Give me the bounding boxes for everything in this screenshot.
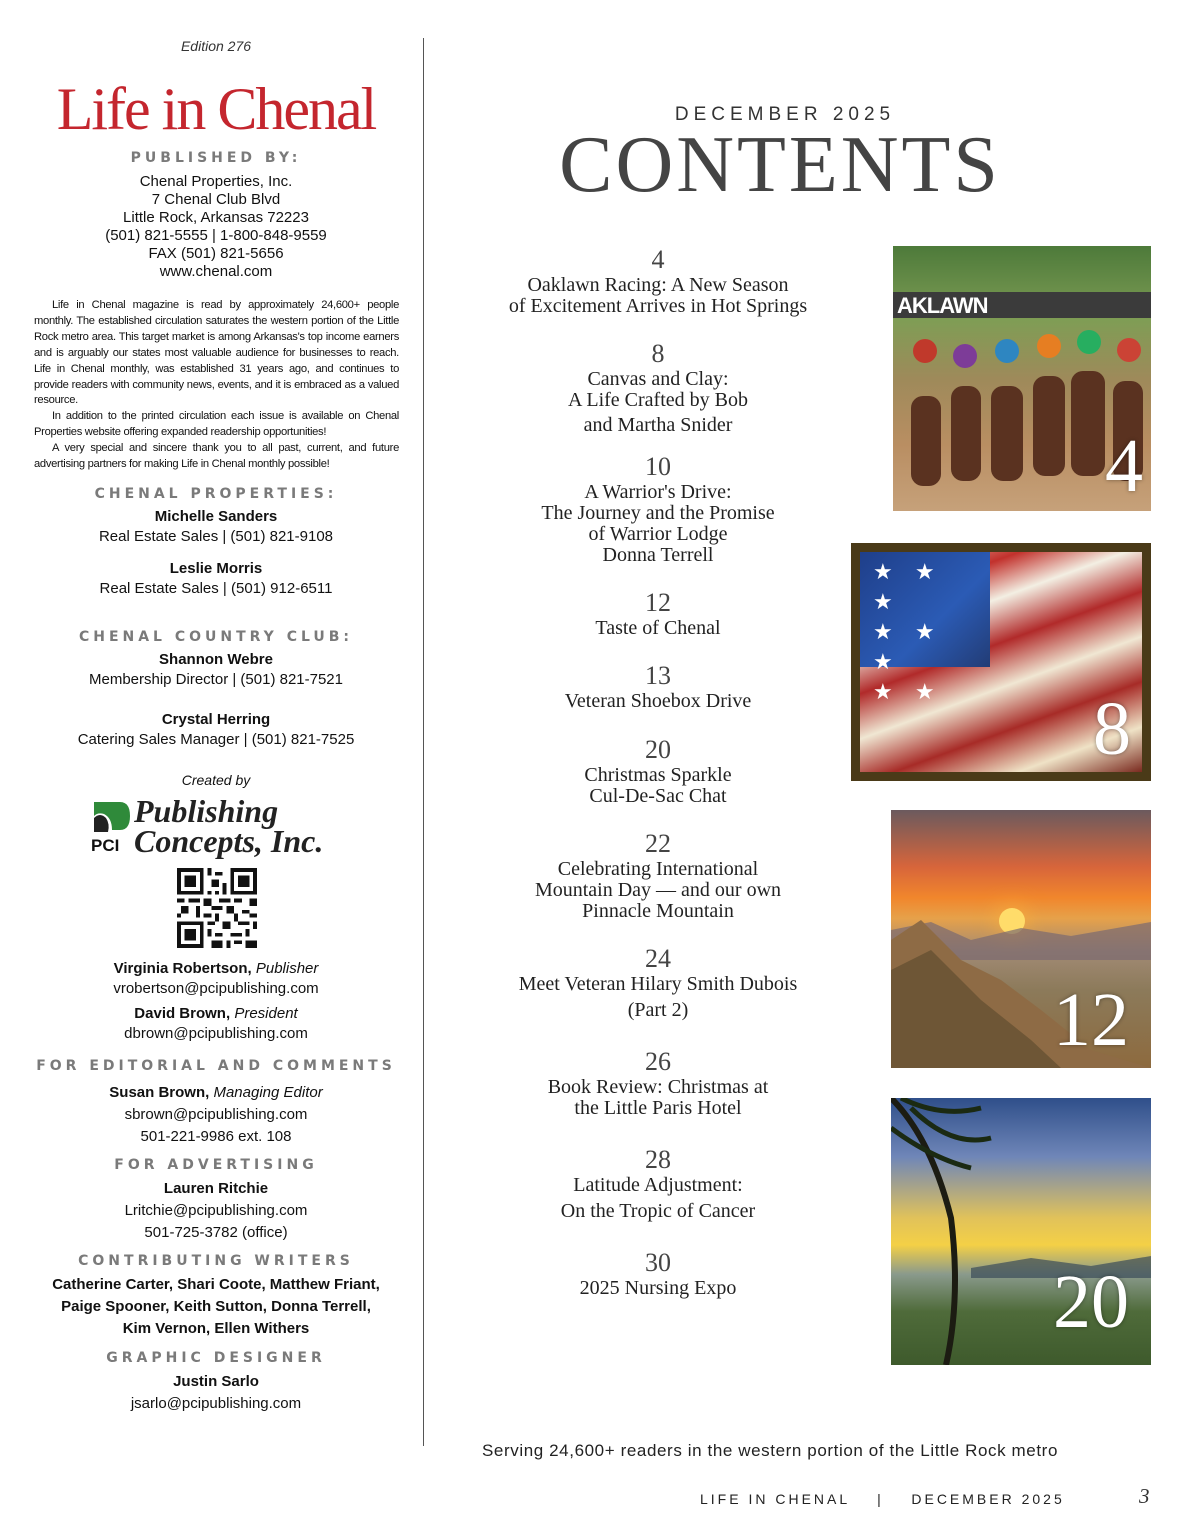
editorial-heading: FOR EDITORIAL AND COMMENTS [36,1058,396,1074]
contact-name: Shannon Webre [159,651,273,668]
oaklawn-sign-text: AKLAWN [897,293,988,318]
publisher-line: (501) 821-5555 | 1-800-848-9559 [105,227,327,244]
country-club-heading: CHENAL COUNTRY CLUB: [78,629,354,645]
publisher-line: 7 Chenal Club Blvd [151,191,281,208]
contact-title: Managing Editor [213,1084,323,1101]
contact-email[interactable]: jsarlo@pcipublishing.com [130,1395,302,1412]
photo-oaklawn-racing[interactable] [893,246,1151,511]
running-footer: LIFE IN CHENAL | DECEMBER 2025 [700,1491,1065,1507]
contact-role: Real Estate Sales | (501) 821-9108 [98,528,334,545]
publisher-contact [30,960,402,998]
photo-page-number: 12 [1053,978,1129,1062]
created-by-label: Created by [181,772,251,788]
pci-wordmark [134,793,324,859]
toc-page: 26 [645,1047,671,1076]
toc-page: 10 [645,452,671,481]
toc-title: Veteran Shoebox Drive [564,690,752,712]
toc-page: 12 [645,588,671,617]
toc-title: Cul-De-Sac Chat [589,785,727,807]
contact-name: Crystal Herring [161,711,271,728]
contact-name: Virginia Robertson, [113,960,252,977]
about-paragraph: A very special and sincere thank you to all past, current, and future advertising partners for making Life in Chenal monthly possible! [34,442,399,471]
toc-title: On the Tropic of Cancer [560,1200,756,1222]
toc-title: Pinnacle Mountain [582,900,734,922]
toc-entry[interactable] [490,735,826,807]
toc-title: A Life Crafted by Bob [568,389,748,411]
about-paragraph: Life in Chenal magazine is read by approximately 24,600+ people monthly. The established circulation saturates the western portion of the Little Rock metro area. This target market is among Arkansas's top income earners and is arguably our states most valuable audience for businesses to reach. Life in Chenal monthly, was established 31 years ago, and continues to provide readers with community news, events, and it is embraced as a valued resource. [34,299,399,407]
contact-name: Leslie Morris [169,560,263,577]
toc-entry[interactable] [490,944,826,1021]
photo-flag-painting[interactable] [851,543,1151,781]
pci-line: Concepts, Inc. [134,823,324,859]
contents-title: CONTENTS [559,121,1001,209]
published-by-heading: PUBLISHED BY: [130,150,302,166]
president-contact [30,1005,402,1043]
pci-mark: PCI [91,836,120,855]
toc-title: Oaklawn Racing: A New Season [527,274,789,296]
edition-number: Edition 276 [180,38,252,54]
chenal-properties-heading: CHENAL PROPERTIES: [94,486,338,502]
publisher-address [30,173,402,281]
masthead-column [30,0,402,1430]
pci-line: Publishing [134,793,279,829]
toc-title: A Warrior's Drive: [584,481,732,503]
writers-line: Kim Vernon, Ellen Withers [122,1320,310,1337]
toc-title: Latitude Adjustment: [573,1174,743,1196]
life-in-chenal-logo: Life in Chenal [56,76,376,142]
toc-page: 22 [645,829,671,858]
contact-crystal-herring [30,711,402,749]
designer-contact [30,1371,402,1415]
publishing-concepts-logo [90,793,350,862]
star-icons: ★ ★ ★ ★ ★ ★ ★ ★ [873,559,943,704]
toc-entry[interactable] [490,588,826,639]
advertising-heading: FOR ADVERTISING [114,1157,318,1173]
toc-title: Christmas Sparkle [584,764,732,786]
toc-title: (Part 2) [627,999,689,1021]
toc-page: 28 [645,1145,671,1174]
toc-title: the Little Paris Hotel [574,1097,742,1119]
contact-shannon-webre [30,651,402,689]
publisher-line: Little Rock, Arkansas 72223 [123,209,309,226]
toc-title: Meet Veteran Hilary Smith Dubois [518,973,798,995]
editor-contact [30,1082,402,1148]
toc-entry[interactable] [490,452,826,566]
contact-email[interactable]: dbrown@pcipublishing.com [124,1025,308,1042]
toc-title: of Warrior Lodge [588,523,728,545]
toc-title: 2025 Nursing Expo [579,1277,737,1299]
toc-title: Mountain Day — and our own [534,879,782,901]
contact-name: David Brown, [134,1005,231,1022]
toc-entry[interactable] [490,661,826,712]
contact-name: Michelle Sanders [154,508,278,525]
toc-page: 24 [645,944,671,973]
issue-month: DECEMBER 2025 [674,104,896,125]
qr-code[interactable] [177,868,257,948]
toc-entry[interactable] [490,1145,826,1222]
about-paragraph: In addition to the printed circulation each issue is available on Chenal Properties website offering expanded readership opportunities! [34,410,399,439]
contact-michelle-sanders [30,508,402,546]
designer-heading: GRAPHIC DESIGNER [106,1350,326,1366]
writers-heading: CONTRIBUTING WRITERS [78,1253,354,1269]
toc-entry[interactable] [490,1248,826,1299]
writers-line: Catherine Carter, Shari Coote, Matthew Friant, [52,1276,380,1293]
column-divider [423,38,424,1446]
toc-title: Taste of Chenal [595,617,721,639]
photo-page-number: 20 [1053,1260,1129,1344]
toc-entry[interactable] [490,245,826,317]
toc-entry[interactable] [490,1047,826,1119]
contact-name: Lauren Ritchie [163,1180,269,1197]
photo-page-number: 8 [1093,687,1131,771]
contact-email[interactable]: vrobertson@pcipublishing.com [113,980,319,997]
toc-page: 30 [645,1248,671,1277]
toc-title: of Excitement Arrives in Hot Springs [508,295,808,317]
contact-email[interactable]: sbrown@pcipublishing.com [124,1106,308,1123]
toc-title: Donna Terrell [602,544,714,566]
contact-phone: 501-221-9986 ext. 108 [140,1128,292,1145]
toc-title: Book Review: Christmas at [547,1076,769,1098]
contact-role: Membership Director | (501) 821-7521 [88,671,343,688]
contact-title: President [234,1005,298,1022]
photo-cul-de-sac-sunset[interactable] [891,1098,1151,1365]
toc-title: and Martha Snider [583,414,733,436]
contact-role: Real Estate Sales | (501) 912-6511 [99,580,333,597]
publisher-line: Chenal Properties, Inc. [139,173,293,190]
about-magazine [34,298,399,473]
toc-page: 13 [645,661,671,690]
toc-page: 4 [651,245,665,274]
contact-title: Publisher [255,960,319,977]
contact-role: Catering Sales Manager | (501) 821-7525 [77,731,355,748]
toc-title: The Journey and the Promise [541,502,775,524]
contact-name: Susan Brown, [109,1084,210,1101]
contact-phone: 501-725-3782 (office) [144,1224,288,1241]
toc-entry[interactable] [490,829,826,922]
toc-page: 8 [651,339,665,368]
publisher-line: FAX (501) 821-5656 [148,245,284,262]
contact-name: Justin Sarlo [173,1373,259,1390]
advertising-contact [30,1178,402,1244]
toc-entry[interactable] [490,339,826,436]
contact-email[interactable]: Lritchie@pcipublishing.com [124,1202,308,1219]
writers-list [30,1274,402,1340]
readership-statement: Serving 24,600+ readers in the western portion of the Little Rock metro [481,1441,1059,1460]
page-number: 3 [1139,1484,1150,1508]
toc-page: 20 [645,735,671,764]
toc-title: Canvas and Clay: [587,368,729,390]
photo-pinnacle-mountain[interactable] [891,810,1151,1068]
contact-leslie-morris [30,560,402,598]
toc-title: Celebrating International [557,858,759,880]
publisher-website[interactable]: www.chenal.com [159,263,273,280]
photo-page-number: 4 [1105,424,1143,508]
writers-line: Paige Spooner, Keith Sutton, Donna Terrell, [61,1298,371,1315]
